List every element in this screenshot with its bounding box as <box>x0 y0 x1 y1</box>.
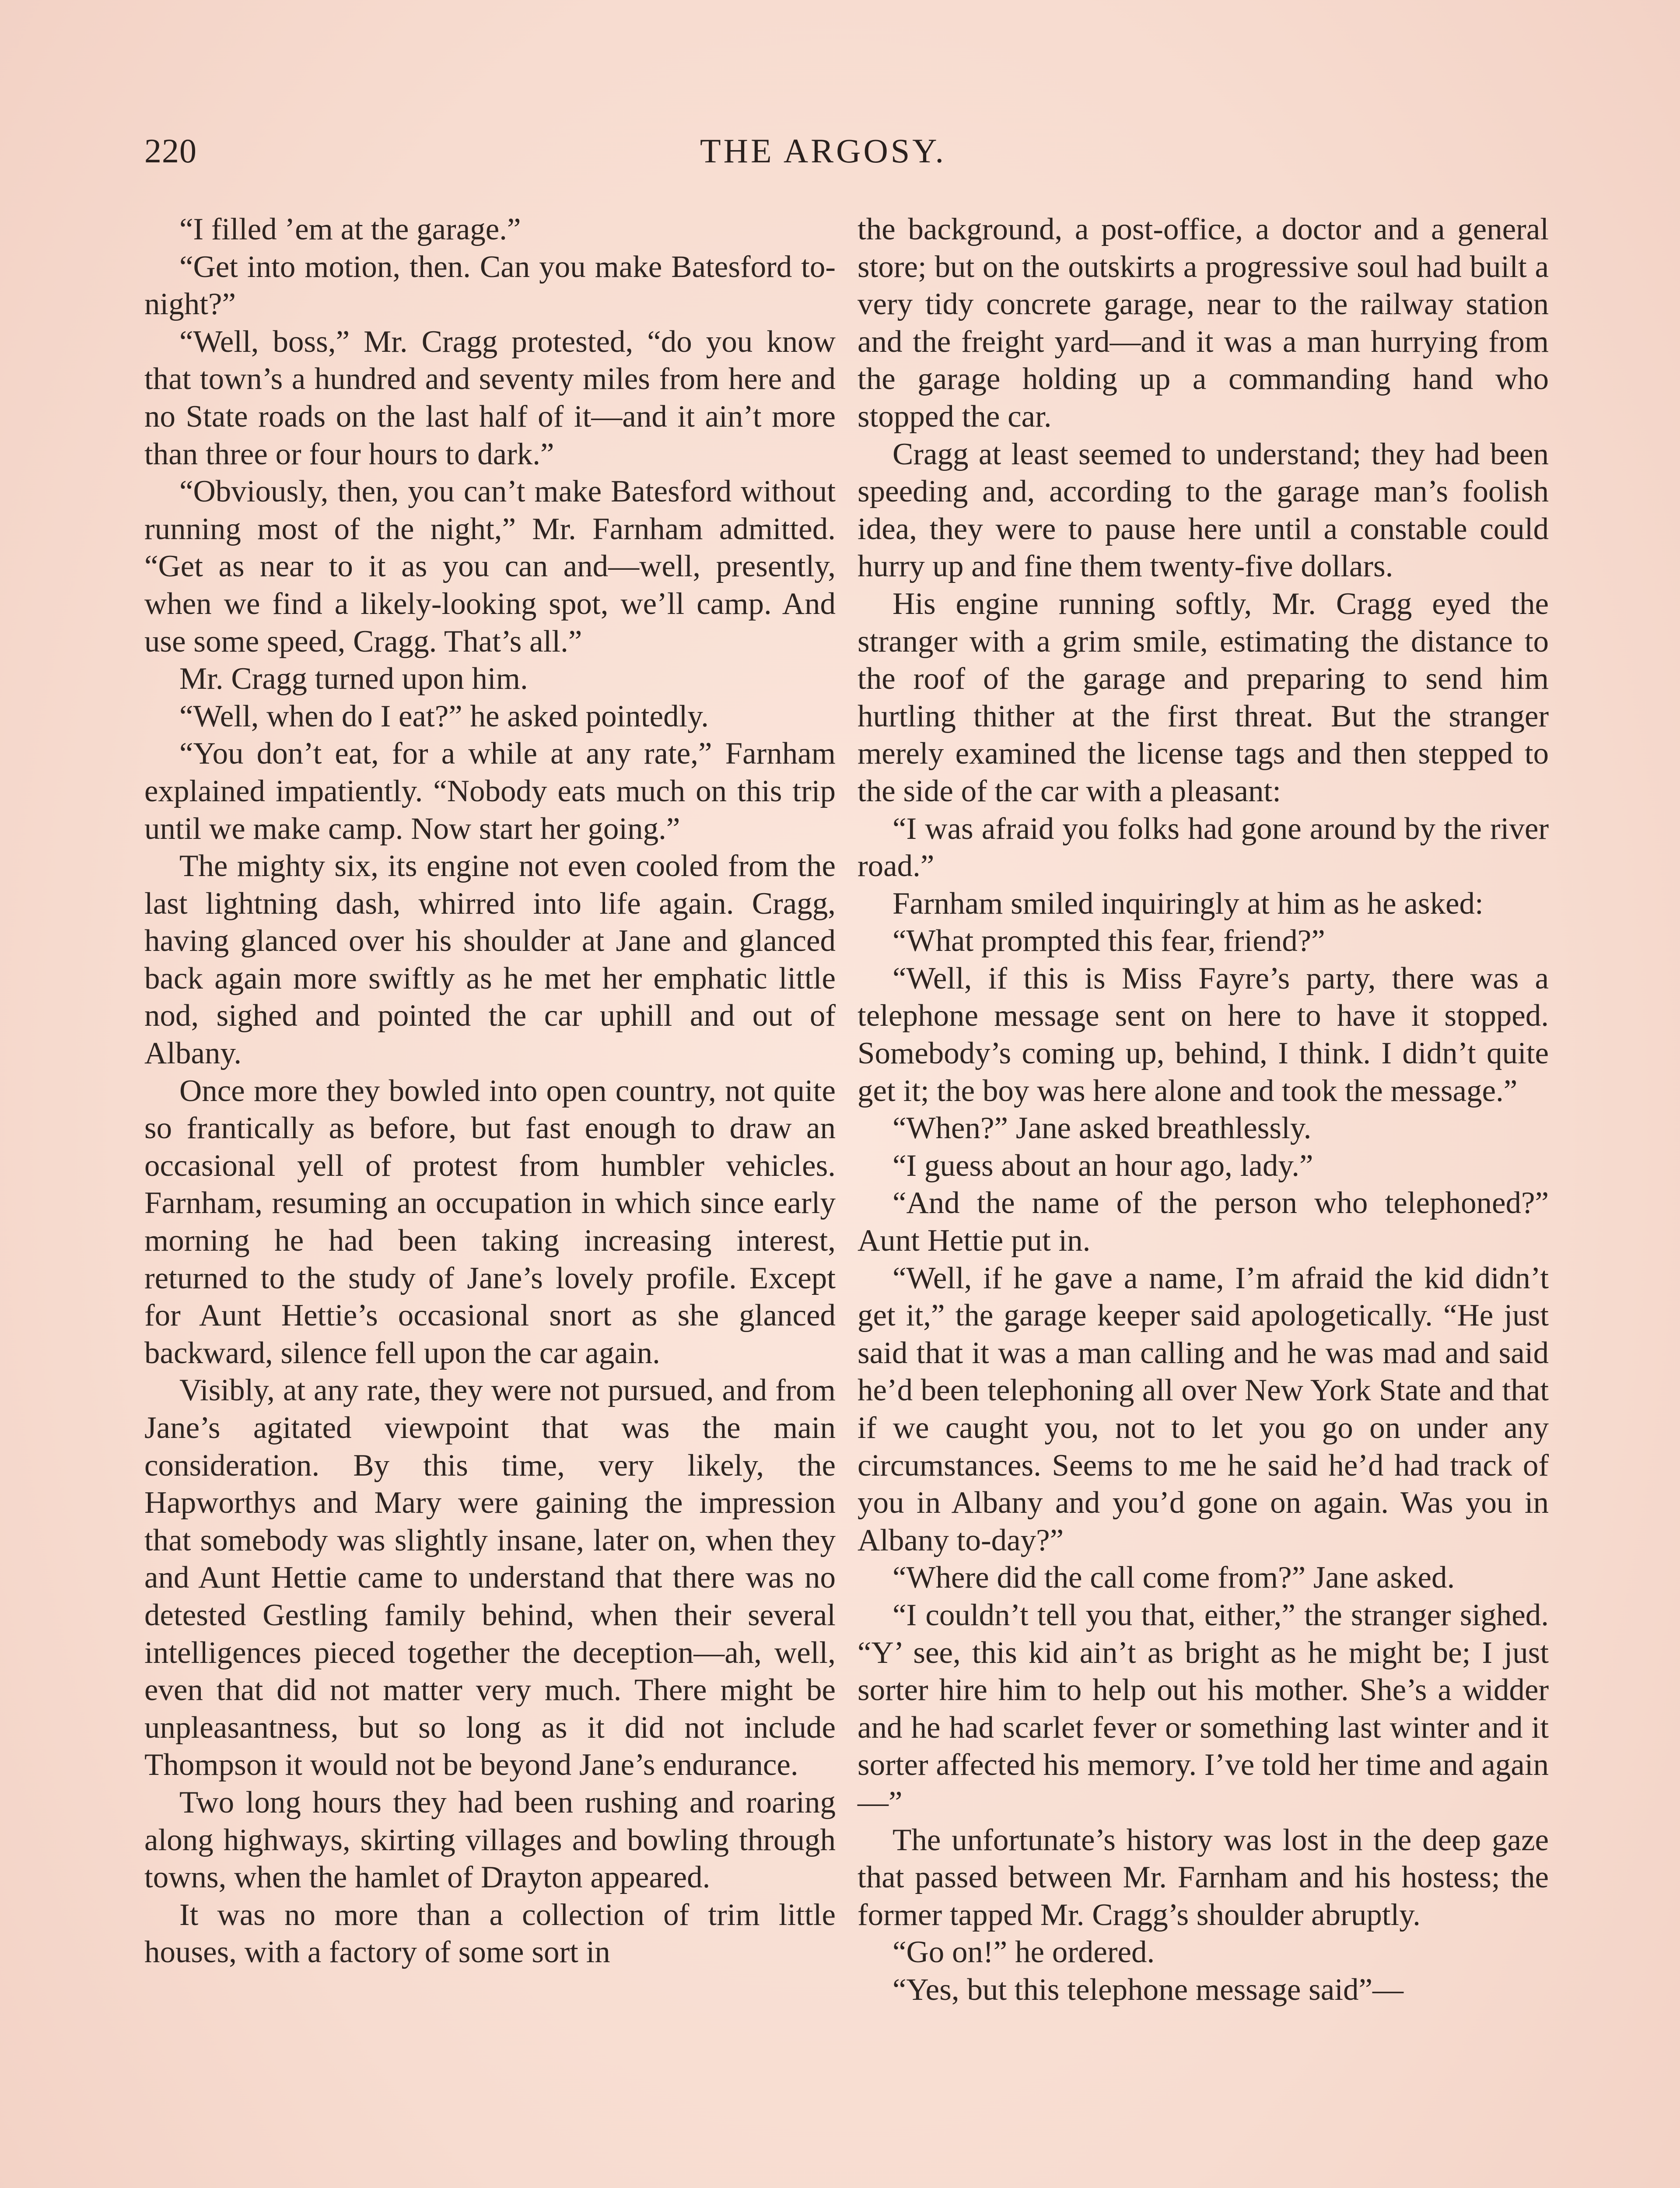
paragraph: Cragg at least seemed to understand; they had been speeding and, according to the garage man’s foolish idea, they were to pause here until a constable could hurry up and fine them twenty-five dollars. <box>858 437 1549 584</box>
paragraph: “I filled ’em at the garage.” <box>179 212 521 246</box>
paragraph: “I couldn’t tell you that, either,” the stranger sighed. “Y’ see, this kid ain’t as bright as he might be; I just sorter hire him to help out his mother. She’s a widder and he had scarlet fever or something last winter and it sorter affected his memory. I’ve told her time and again—” <box>858 1598 1549 1820</box>
paragraph: Mr. Cragg turned upon him. <box>179 662 528 696</box>
paragraph: “Well, if this is Miss Fayre’s party, there was a telephone message sent on here to have it stopped. Somebody’s coming up, behind, I think. I didn’t quite get it; the boy was here alone and took the message.” <box>858 961 1549 1108</box>
paragraph: The unfortunate’s history was lost in the deep gaze that passed between Mr. Farnham and his hostess; the former tapped Mr. Cragg’s shoulder abruptly. <box>858 1823 1549 1932</box>
paragraph: “Well, if he gave a name, I’m afraid the kid didn’t get it,” the garage keeper said apologetically. “He just said that it was a man calling and he was mad and said he’d been telephoning all over New York State and that if we caught you, not to let you go on under any circumstances. Seems to me he said he’d had track of you in Albany and you’d gone on again. Was you in Albany to-day?” <box>858 1261 1549 1557</box>
paragraph: “Yes, but this telephone message said”— <box>892 1972 1404 2007</box>
paragraph: “Get into motion, then. Can you make Batesford to-night?” <box>144 249 836 322</box>
page-number: 220 <box>144 132 197 170</box>
page-header <box>144 131 1544 179</box>
paragraph: The mighty six, its engine not even cooled from the last lightning dash, whirred into life again. Cragg, having glanced over his shoulder at Jane and glanced back again more swiftly as he met her emphatic little nod, sighed and pointed the car uphill and out of Albany. <box>144 849 836 1071</box>
paragraph: Once more they bowled into open country, not quite so frantically as before, but fast enough to draw an occasional yell of protest from humbler vehicles. Farnham, resuming an occupation in which since early morning he had been taking increasing interest, returned to the study of Jane’s lovely profile. Except for Aunt Hettie’s occasional snort as she glanced backward, silence fell upon the car again. <box>144 1073 836 1370</box>
paragraph: It was no more than a collection of trim little houses, with a factory of some sort in <box>144 1897 836 1970</box>
paragraph: “What prompted this fear, friend?” <box>892 924 1325 958</box>
paragraph: Visibly, at any rate, they were not pursued, and from Jane’s agitated viewpoint that was the main consideration. By this time, very likely, the Hapworthys and Mary were gaining the impression that somebody was slightly insane, later on, when they and Aunt Hettie came to understand that there was no detested Gestling family behind, when their several intelligences pieced together the deception—ah, well, even that did not matter very much. There might be unpleasantness, but so long as it did not include Thompson it would not be beyond Jane’s endurance. <box>144 1373 836 1782</box>
paragraph: “I guess about an hour ago, lady.” <box>892 1148 1313 1183</box>
paragraph: “You don’t eat, for a while at any rate,” Farnham explained impatiently. “Nobody eats much on this trip until we make camp. Now start her going.” <box>144 736 836 846</box>
paragraph: “When?” Jane asked breathlessly. <box>892 1111 1312 1146</box>
running-head: THE ARGOSY. <box>700 132 946 170</box>
paragraph: the background, a post-office, a doctor and a general store; but on the outskirts a progressive soul had built a very tidy concrete garage, near to the railway station and the freight yard—and it was a man hurrying from the garage holding up a commanding hand who stopped the car. <box>858 212 1549 434</box>
left-column <box>144 211 836 1971</box>
right-column <box>858 211 1549 2009</box>
paragraph: Two long hours they had been rushing and roaring along highways, skirting villages and bowling through towns, when the hamlet of Drayton appeared. <box>144 1785 836 1895</box>
paragraph: “Where did the call come from?” Jane asked. <box>892 1560 1455 1595</box>
paragraph: Farnham smiled inquiringly at him as he asked: <box>892 886 1484 921</box>
paragraph: “Well, boss,” Mr. Cragg protested, “do you know that town’s a hundred and seventy miles from here and no State roads on the last half of it—and it ain’t more than three or four hours to dark.” <box>144 324 836 471</box>
paragraph: “Well, when do I eat?” he asked pointedly. <box>179 699 709 733</box>
paragraph: “And the name of the person who telephoned?” Aunt Hettie put in. <box>858 1186 1549 1258</box>
paragraph: His engine running softly, Mr. Cragg eyed the stranger with a grim smile, estimating the distance to the roof of the garage and preparing to send him hurtling thither at the first threat. But the stranger merely examined the license tags and then stepped to the side of the car with a pleasant: <box>858 586 1549 808</box>
paragraph: “I was afraid you folks had gone around by the river road.” <box>858 811 1549 884</box>
paragraph: “Go on!” he ordered. <box>892 1935 1155 1970</box>
paragraph: “Obviously, then, you can’t make Batesford without running most of the night,” Mr. Farnham admitted. “Get as near to it as you can and—well, presently, when we find a likely-looking spot, we’ll camp. And use some speed, Cragg. That’s all.” <box>144 474 836 659</box>
